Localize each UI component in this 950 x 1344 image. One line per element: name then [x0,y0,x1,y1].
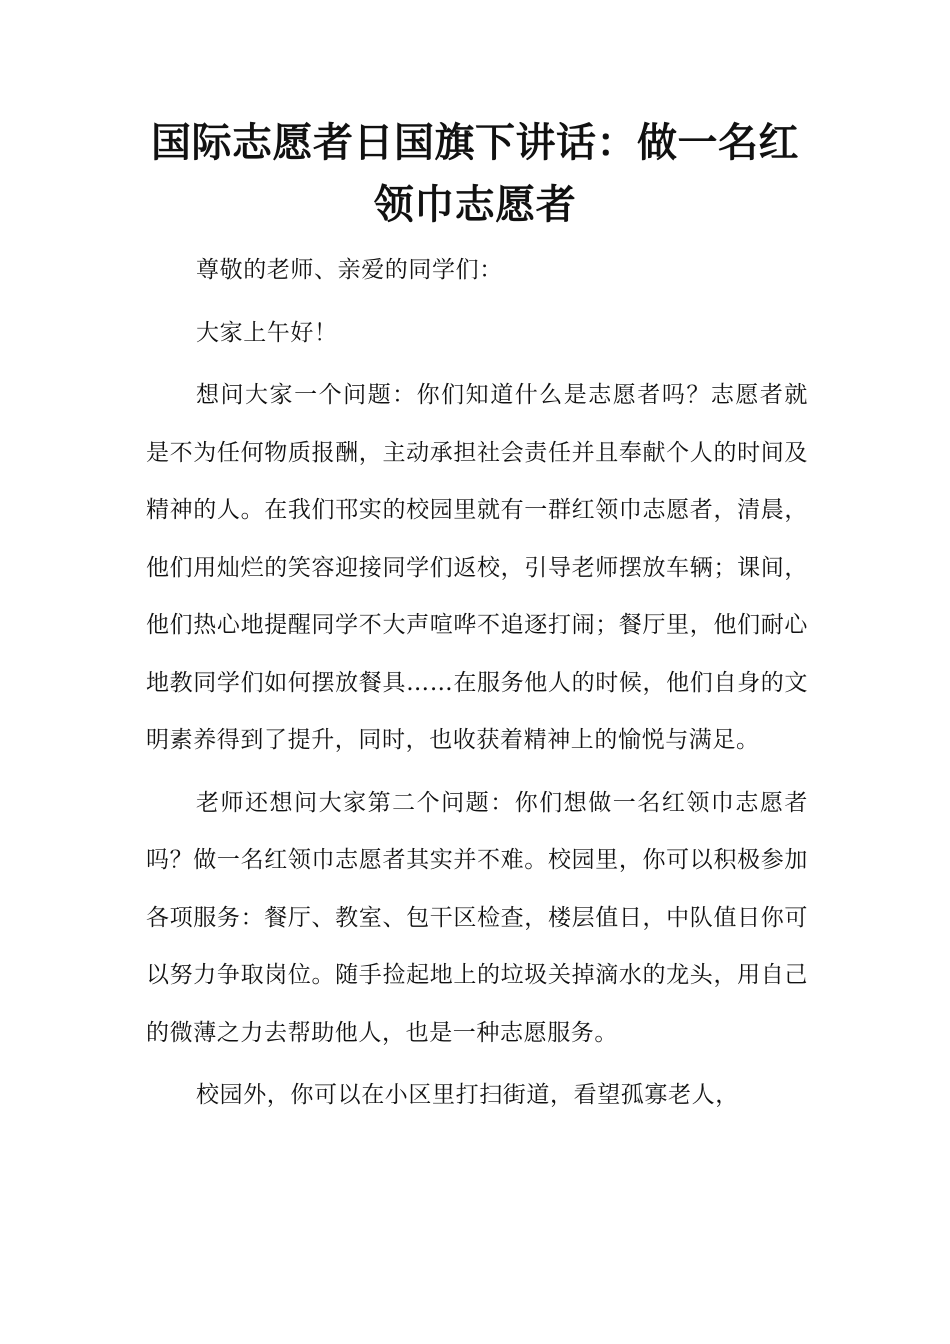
paragraph-greeting: 尊敬的老师、亲爱的同学们： [196,257,503,283]
paragraph-question-one: 想问大家一个问题：你们知道什么是志愿者吗？志愿者就是不为任何物质报酬，主动承担社会责任并且奉献个人的时间及精神的人。在我们邗实的校园里就有一群红领巾志愿者，清晨，他们用灿烂的笑容迎接同学们返校，引导老师摆放车辆；课间，他们热心地提醒同学不大声喧哗不追逐打闹；餐厅里，他们耐心地教同学们如何摆放餐具……在服务他人的时候，他们自身的文明素养得到了提升，同时，也收获着精神上的愉悦与满足。 [146,382,808,753]
paragraph-morning: 大家上午好！ [196,319,338,346]
document-title: 国际志愿者日国旗下讲话：做一名红领巾志愿者 [151,120,799,228]
paragraph-question-two: 老师还想问大家第二个问题：你们想做一名红领巾志愿者吗？做一名红领巾志愿者其实并不难。校园里，你可以积极参加各项服务：餐厅、教室、包干区检查，楼层值日，中队值日你可以努力争取岗位。随手捡起地上的垃圾关掉滴水的龙头，用自己的微薄之力去帮助他人，也是一种志愿服务。 [146,789,808,1046]
document-body [146,242,808,1130]
paragraph-outside-school: 校园外，你可以在小区里打扫街道，看望孤寡老人， [196,1082,739,1108]
